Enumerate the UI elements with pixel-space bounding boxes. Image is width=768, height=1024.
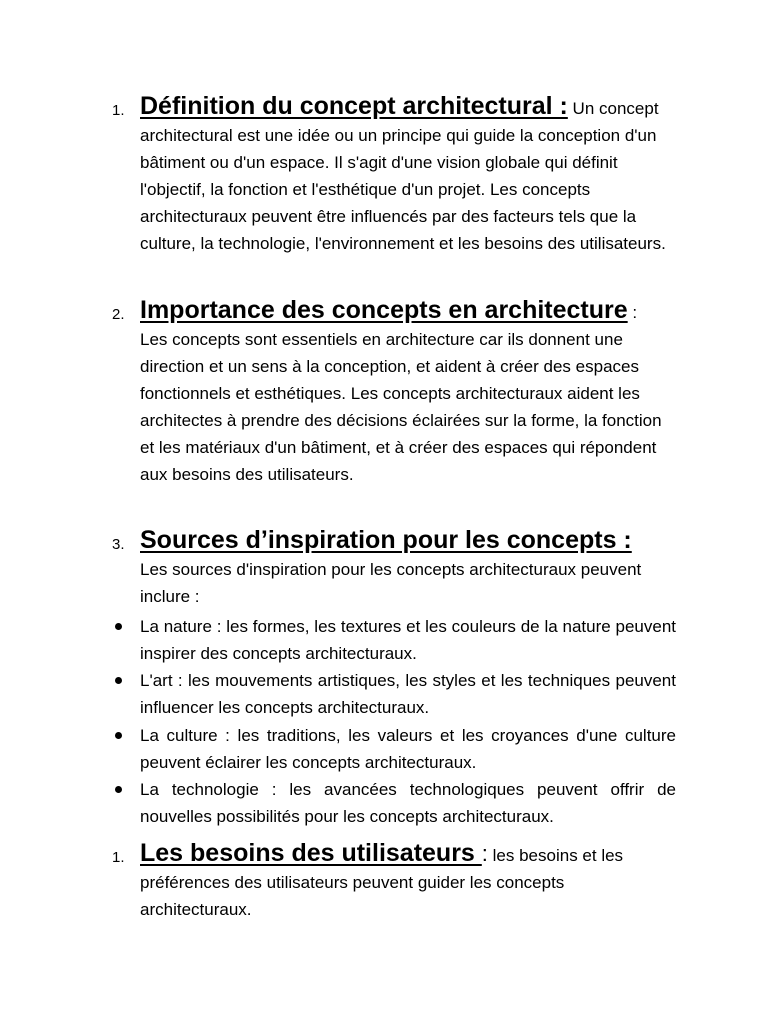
bullet-item-technologie (112, 776, 676, 830)
section-text: Un concept architectural est une idée ou un principe qui guide la conception d'un bâtiment ou d'un espace. Il s'agit d'une vision globale qui définit l'objectif, la fonction et l'esthétique d'un projet. Les concepts architecturaux peuvent être influencés par des facteurs tels que la culture, la technologie, l'environnement et les besoins des utilisateurs. (140, 99, 666, 253)
list-content (140, 93, 676, 257)
bullet-icon (115, 732, 122, 739)
section-heading: Définition du concept architectural : (140, 92, 568, 120)
bullet-text: La technologie : les avancées technologiques peuvent offrir de nouvelles possibilités pour les concepts architecturaux. (140, 780, 676, 826)
heading-colon: : (481, 841, 488, 866)
section-text: Les sources d'inspiration pour les concepts architecturaux peuvent inclure : (140, 560, 642, 606)
list-number: 1. (112, 849, 125, 866)
list-content (140, 527, 676, 610)
list-item-definition (112, 93, 676, 257)
section-heading: Les besoins des utilisateurs (140, 839, 482, 867)
list-number: 3. (112, 536, 125, 553)
list-item-besoins (112, 840, 676, 923)
bullet-text: La culture : les traditions, les valeurs et les croyances d'une culture peuvent éclairer les concepts architecturaux. (140, 726, 676, 772)
bullet-item-culture (112, 722, 676, 776)
list-item-importance (112, 297, 676, 488)
bullet-icon (115, 677, 122, 684)
bullet-icon (115, 623, 122, 630)
list-number: 2. (112, 306, 125, 323)
section-text: les besoins et les préférences des utilisateurs peuvent guider les concepts architecturaux. (140, 846, 624, 919)
heading-colon: : (627, 303, 638, 322)
bullet-icon (115, 786, 122, 793)
list-content (140, 297, 676, 488)
bullet-item-art (112, 667, 676, 721)
bullet-text: La nature : les formes, les textures et les couleurs de la nature peuvent inspirer des concepts architecturaux. (140, 617, 676, 663)
bullet-text: L'art : les mouvements artistiques, les styles et les techniques peuvent influencer les concepts architecturaux. (140, 671, 676, 717)
list-number: 1. (112, 102, 125, 119)
list-content (140, 840, 676, 923)
list-item-sources (112, 527, 676, 610)
bullet-item-nature (112, 613, 676, 667)
section-heading: Importance des concepts en architecture (140, 296, 628, 324)
section-text: Les concepts sont essentiels en architecture car ils donnent une direction et un sens à la conception, et aident à créer des espaces fonctionnels et esthétiques. Les concepts architecturaux aident les architectes à prendre des décisions éclairées sur la forme, la fonction et les matériaux d'un bâtiment, et à créer des espaces qui répondent aux besoins des utilisateurs. (140, 330, 662, 484)
section-heading: Sources d’inspiration pour les concepts : (140, 526, 632, 554)
